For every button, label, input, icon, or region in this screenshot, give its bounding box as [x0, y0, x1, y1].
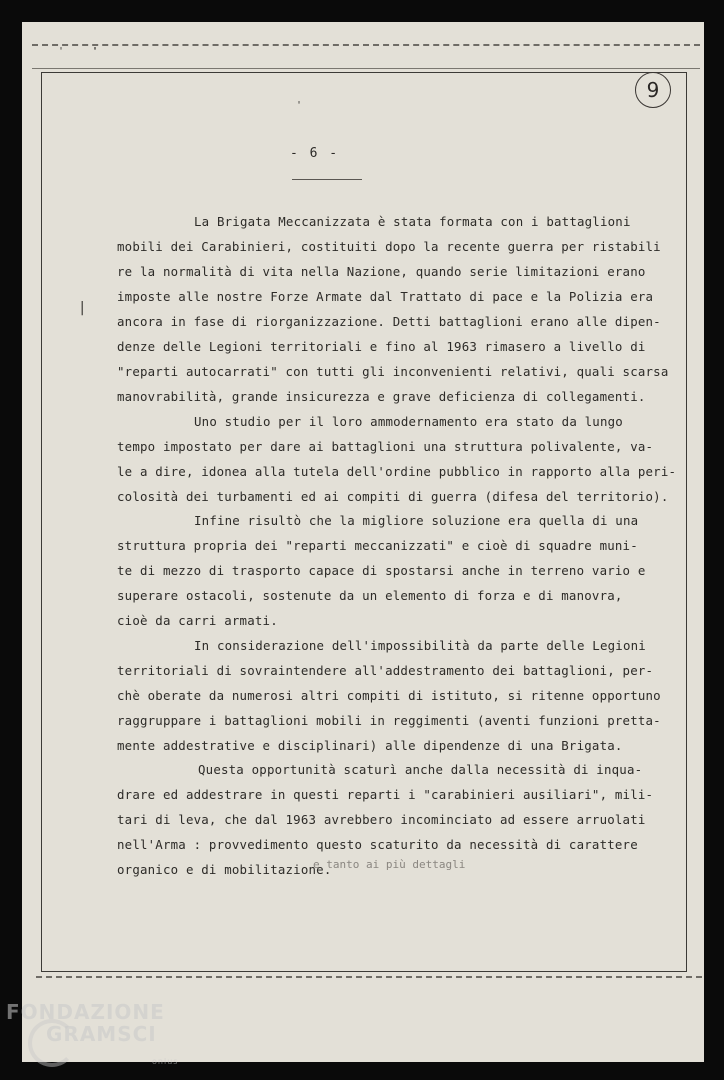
- mark: ': [58, 46, 65, 57]
- text-line: nell'Arma : provvedimento questo scaturito da necessità di carattere: [117, 837, 638, 852]
- text-line: organico e di mobilitazione.: [117, 862, 332, 877]
- page-number: - 6 -: [290, 146, 340, 161]
- text-line: cioè da carri armati.: [117, 613, 278, 628]
- mark: ': [296, 100, 303, 111]
- text-line: struttura propria dei "reparti meccanizzati" e cioè di squadre muni-: [117, 538, 638, 553]
- text-line: ancora in fase di riorganizzazione. Detti battaglioni erano alle dipen-: [117, 314, 661, 329]
- text-line: In considerazione dell'impossibilità da parte delle Legioni: [194, 638, 646, 653]
- text-line: te di mezzo di trasporto capace di spostarsi anche in terreno vario e: [117, 563, 646, 578]
- text-line: manovrabilità, grande insicurezza e grave deficienza di collegamenti.: [117, 389, 646, 404]
- top-dashed-rule: [32, 44, 700, 46]
- page-number-underline: [292, 179, 362, 180]
- text-line: drare ed addestrare in questi reparti i "carabinieri ausiliari", mili-: [117, 787, 654, 802]
- text-line: tari di leva, che dal 1963 avrebbero incominciato ad essere arruolati: [117, 812, 646, 827]
- mark: ': [92, 46, 99, 57]
- text-line: mobili dei Carabinieri, costituiti dopo la recente guerra per ristabili: [117, 239, 661, 254]
- text-line: re la normalità di vita nella Nazione, quando serie limitazioni erano: [117, 264, 646, 279]
- text-line: La Brigata Meccanizzata è stata formata con i battaglioni: [194, 214, 631, 229]
- text-line: denze delle Legioni territoriali e fino al 1963 rimasero a livello di: [117, 339, 646, 354]
- text-line: chè oberate da numerosi altri compiti di istituto, si ritenne opportuno: [117, 688, 661, 703]
- archive-number: 9: [635, 72, 671, 108]
- watermark-line2: GRAMSCI: [46, 1022, 157, 1046]
- bottom-dashed-rule: [36, 976, 702, 978]
- text-line: Questa opportunità scaturì anche dalla necessità di inqua-: [198, 762, 643, 777]
- watermark-suffix: onlus: [152, 1057, 179, 1066]
- watermark-logo: [6, 1000, 179, 1066]
- margin-mark: |: [78, 300, 87, 316]
- text-line: territoriali di sovraintendere all'addestramento dei battaglioni, per-: [117, 663, 654, 678]
- text-line: mente addestrative e disciplinari) alle dipendenze di una Brigata.: [117, 738, 623, 753]
- text-line: raggruppare i battaglioni mobili in reggimenti (aventi funzioni pretta-: [117, 713, 661, 728]
- top-rule: [32, 68, 700, 69]
- text-line: Infine risultò che la migliore soluzione era quella di una: [194, 513, 639, 528]
- text-line: superare ostacoli, sostenute da un elemento di forza e di manovra,: [117, 588, 623, 603]
- text-line: "reparti autocarrati" con tutti gli inconvenienti relativi, quali scarsa: [117, 364, 669, 379]
- text-line: le a dire, idonea alla tutela dell'ordine pubblico in rapporto alla peri-: [117, 464, 677, 479]
- watermark-line1: FONDAZIONE: [6, 1000, 165, 1024]
- text-line: Uno studio per il loro ammodernamento era stato da lungo: [194, 414, 623, 429]
- text-line: colosità dei turbamenti ed ai compiti di guerra (difesa del territorio).: [117, 489, 669, 504]
- text-line: imposte alle nostre Forze Armate dal Trattato di pace e la Polizia era: [117, 289, 654, 304]
- text-line: tempo impostato per dare ai battaglioni una struttura polivalente, va-: [117, 439, 654, 454]
- smudged-text: e tanto ai più dettagli: [313, 858, 466, 871]
